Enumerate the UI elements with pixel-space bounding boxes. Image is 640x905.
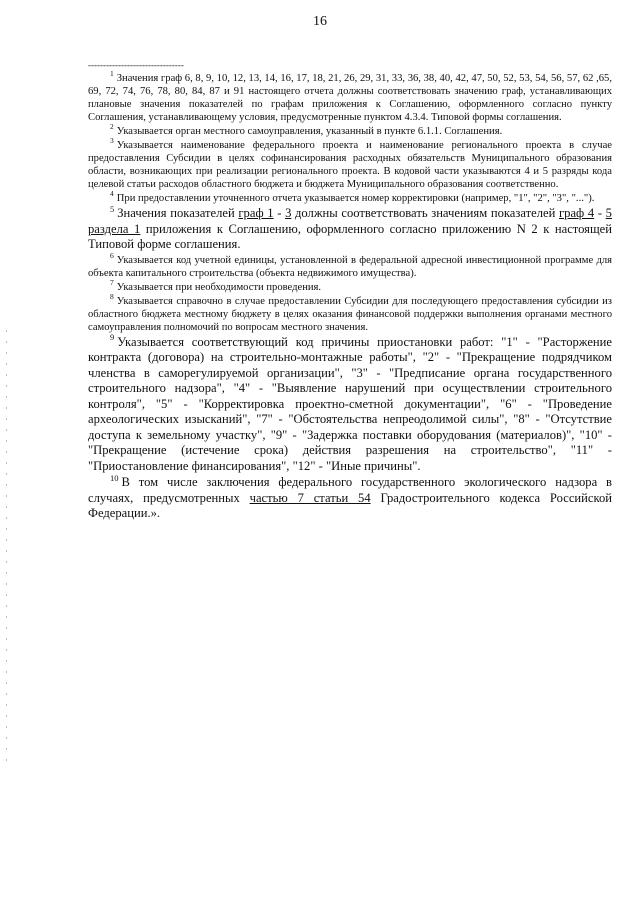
footnote-mark: 6	[110, 250, 114, 260]
scan-dot	[6, 550, 7, 552]
footnote-1	[88, 69, 612, 124]
footnote-mark: 8	[110, 291, 114, 301]
footnote-9	[88, 332, 612, 475]
scan-dot	[6, 374, 7, 376]
footnote-text: Указывается соответствующий код причины приостановки работ: "1" - "Расторжение контракта (договора) на строительно-монтажные работы", "2" - "Прекращение подрядчиком членства в саморегулируемой организации", "3" - "Предписание органа государственного строительного надзора", "4" - "Выявление нарушений при осуществлении строительного контроля", "5" - "Корректировка проектно-сметной документации", "6" - "Проведение археологических изысканий", "7" - "Обстоятельства непреодолимой силы", "8" - "Отсутствие доступа к земельному участку", "9" - "Задержка поставки оборудования (материалов)", "10" - "Прекращение (истечение срока) действия разрешения на строительство", "11" - "Приостановление финансирования", "12" - "Иные причины".	[88, 334, 612, 473]
footnote-2	[88, 122, 612, 138]
scan-dot	[6, 462, 7, 464]
scan-dot	[6, 418, 7, 420]
footnote-separator: --------------------------------	[88, 60, 184, 70]
footnote-6	[88, 250, 612, 280]
scan-dot	[6, 561, 7, 563]
scan-dot	[6, 594, 7, 596]
scan-dot	[6, 616, 7, 618]
scan-dot	[6, 484, 7, 486]
footnote-text: Значения граф 6, 8, 9, 10, 12, 13, 14, 16, 17, 18, 21, 26, 29, 31, 33, 36, 38, 40, 42, 47, 50, 52, 53, 54, 56, 57, 62 ,65, 69, 72, 74, 76, 78, 80, 84, 87 и 91 настоящего отчета должны соответствовать значению граф, устанавливающих плановые значения показателей по графам приложения к Соглашению, оформленного согласно пункту Соглашения, устанавливающему условия, предусмотренные пунктом 4.3.4. Типовой формы соглашения.	[88, 73, 612, 123]
scan-dot	[6, 671, 7, 673]
footnote-reference-link[interactable]: граф 4	[559, 206, 595, 220]
scan-dot	[6, 759, 7, 761]
footnote-reference-link[interactable]: 5 раздела 1	[88, 206, 612, 236]
footnote-mark: 4	[110, 189, 114, 199]
scan-dot	[6, 627, 7, 629]
scan-dot	[6, 363, 7, 365]
footnote-mark: 5	[110, 203, 115, 214]
scan-dot	[6, 660, 7, 662]
footnote-reference-link[interactable]: 3	[285, 206, 292, 220]
scan-dot	[6, 352, 7, 354]
scan-dot	[6, 440, 7, 442]
scan-dot	[6, 605, 7, 607]
scan-dot	[6, 737, 7, 739]
footnote-text: Градостроительного кодекса Российской Федерации.».	[88, 490, 612, 520]
scan-dot	[6, 495, 7, 497]
footnotes-list	[88, 69, 612, 523]
footnote-mark: 3	[110, 136, 114, 146]
scan-dot	[6, 451, 7, 453]
scan-dot	[6, 572, 7, 574]
footnote-mark: 9	[110, 332, 115, 343]
footnote-text: Указывается при необходимости проведения.	[116, 281, 322, 293]
footnote-reference-link[interactable]: частью 7 статьи 54	[249, 490, 371, 505]
footnote-mark: 1	[110, 69, 114, 79]
footnote-7	[88, 277, 612, 294]
footnote-text: Указывается орган местного самоуправления, указанный в пункте 6.1.1. Соглашения.	[116, 126, 503, 137]
scan-dot	[6, 341, 7, 343]
footnote-mark: 2	[110, 122, 114, 132]
scan-dot	[6, 539, 7, 541]
footnote-text: В том числе заключения федерального государственного экологического надзора в случаях, предусмотренных	[88, 475, 612, 505]
scan-dot	[6, 407, 7, 409]
scan-dot	[6, 528, 7, 530]
page-number: 16	[313, 14, 327, 29]
footnote-10	[88, 472, 612, 522]
scan-dot	[6, 638, 7, 640]
footnote-text: приложения к Соглашению, оформленного согласно приложению N 2 к настоящей Типовой форме соглашения.	[88, 221, 612, 251]
footnote-mark: 10	[110, 472, 119, 483]
scan-dot	[6, 693, 7, 695]
scan-dot	[6, 517, 7, 519]
footnote-text: -	[273, 206, 286, 220]
scan-dot	[6, 385, 7, 387]
scan-dot	[6, 583, 7, 585]
footnote-3	[88, 136, 612, 191]
scan-dot	[6, 429, 7, 431]
scan-dot	[6, 748, 7, 750]
scan-dot	[6, 682, 7, 684]
scan-dot	[6, 330, 7, 332]
footnote-text: -	[594, 206, 606, 220]
scan-edge-marks	[6, 330, 8, 890]
scan-dot	[6, 506, 7, 508]
footnote-reference-link[interactable]: граф 1	[238, 206, 274, 220]
footnote-text: должны соответствовать значениям показателей	[291, 206, 559, 220]
footnote-text: При предоставлении уточненного отчета указывается номер корректировки (например, "1", "2", "3", "...").	[116, 193, 595, 204]
scan-dot	[6, 649, 7, 651]
footnote-4	[88, 189, 612, 205]
scan-dot	[6, 473, 7, 475]
footnote-text: Значения показателей	[117, 206, 239, 220]
footnote-mark: 7	[110, 277, 114, 287]
footnote-text: Указывается код учетной единицы, установленной в федеральной адресной инвестиционной программе для объекта капитального строительства (объекта недвижимого имущества).	[88, 254, 612, 279]
footnote-8	[88, 291, 612, 334]
footnote-text: Указывается наименование федерального проекта и наименование регионального проекта в случае предоставления Субсидии в целях софинансирования расходных обязательств Муниципального образования области, возникающих при реализации регионального проекта. В кодовой части указываются 4 и 5 разряды кода целевой статьи расходов областного бюджета и бюджета Муниципального образования соответственно.	[88, 140, 612, 190]
footnote-5	[88, 203, 612, 253]
scan-dot	[6, 715, 7, 717]
scan-dot	[6, 726, 7, 728]
scan-dot	[6, 704, 7, 706]
footnote-text: Указывается справочно в случае предоставлении Субсидии для последующего предоставления субсидии из областного бюджета местному бюджету в целях оказания финансовой поддержки выполнения органами местного самоуправления полномочий по вопросам местного значения.	[88, 295, 612, 333]
scan-dot	[6, 396, 7, 398]
